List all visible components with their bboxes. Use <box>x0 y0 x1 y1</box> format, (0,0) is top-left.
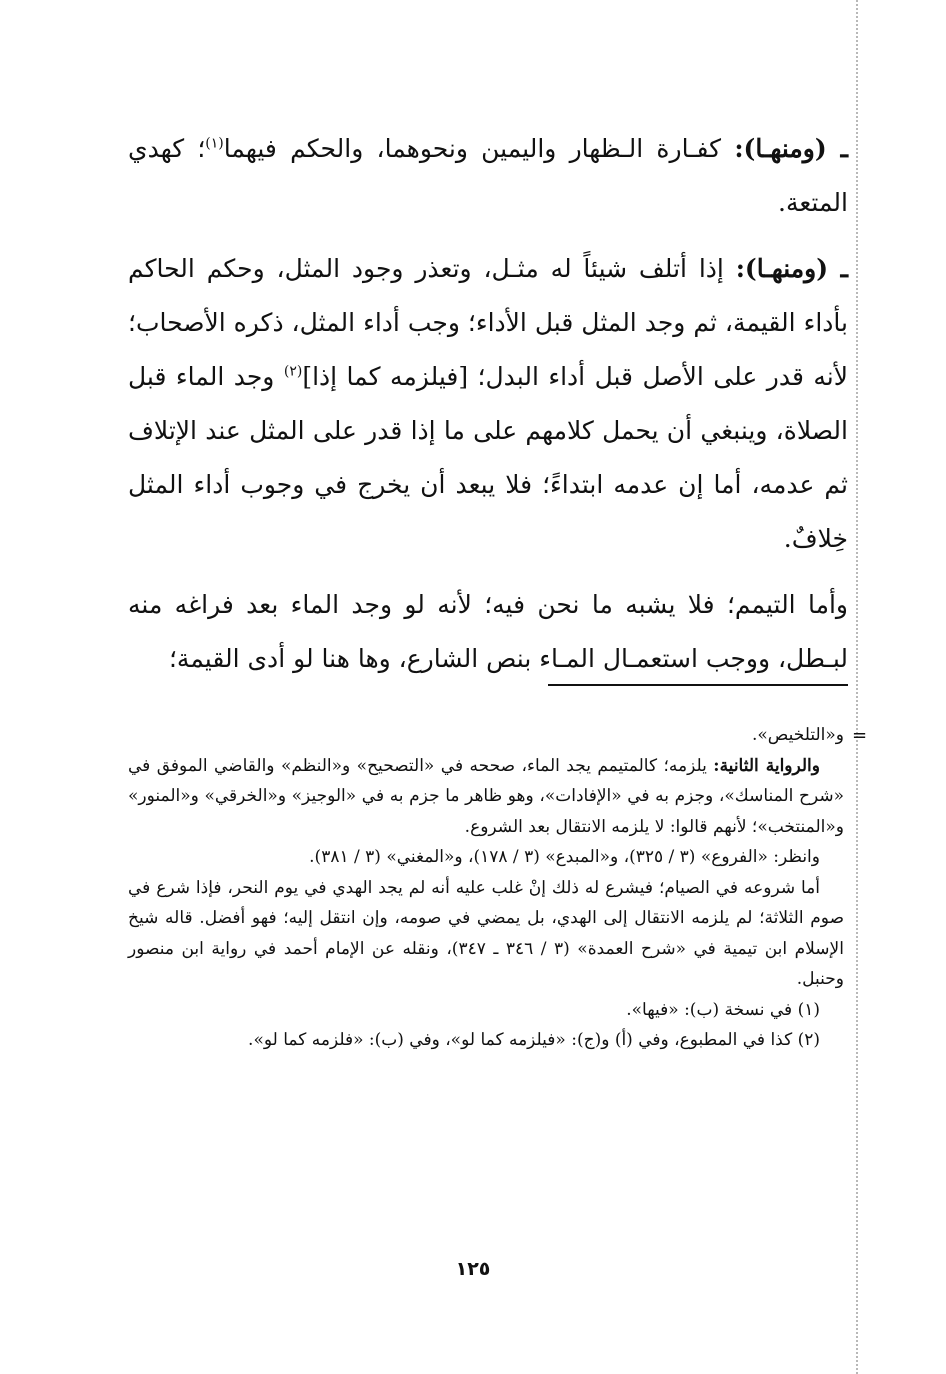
footnote-riwaya <box>128 751 844 843</box>
continuation-mark: = <box>852 725 868 746</box>
footnote-2: (٢) كذا في المطبوع، وفي (أ) و(ج): «فيلزمه كما لو»، وفي (ب): «فلزمه كما لو». <box>248 1030 820 1050</box>
footnote-1: (١) في نسخة (ب): «فيها». <box>626 999 820 1020</box>
main-text-block <box>128 122 848 698</box>
paragraph-1-text: كفـارة الـظهار واليمين ونحوهما، والحكم فيهما <box>223 134 722 163</box>
paragraph-2 <box>128 242 848 566</box>
paragraph-1-tail: ؛ كهدي المتعة. <box>128 134 848 217</box>
page-number: ١٢٥ <box>455 1258 491 1280</box>
paragraph-2-tail: وجد الماء قبل الصلاة، وينبغي أن يحمل كلامهم على ما إذا قدر على المثل عند الإتلاف ثم عدمه، أما إن عدمه ابتداءً؛ فلا يبعد أن يخرج في وجوب أداء المثل خِلافٌ. <box>128 362 848 553</box>
footnote-ref-1[interactable]: (١) <box>205 135 224 152</box>
footnote-riwaya-text: يلزمه؛ كالمتيمم يجد الماء، صححه في «التصحيح» و«النظم» والقاضي الموفق في «شرح المناسك»، وجزم به في «الإفادات»، وهو ظاهر ما جزم به في «الوجيز» و«الخرقي» و«المنور» و«المنتخب»؛ لأنهم قالوا: لا يلزمه الانتقال بعد الشروع. <box>128 755 844 837</box>
footnote-see-also: وانظر: «الفروع» (٣ / ٣٢٥)، و«المبدع» (٣ / ١٧٨)، و«المغني» (٣ / ٣٨١). <box>309 847 820 867</box>
paragraph-1-lead: ـ (ومنهـا): <box>734 134 848 163</box>
footnotes-block <box>128 720 844 1056</box>
paragraph-2-lead: ـ (ومنهـا): <box>735 254 848 283</box>
footnote-continuation: و«التلخيص». <box>751 725 844 745</box>
paragraph-2-text: إذا أتلف شيئاً له مثـل، وتعذر وجود المثل، وحكم الحاكم بأداء القيمة، ثم وجد المثل قبل الأداء؛ وجب أداء المثل، ذكره الأصحاب؛ لأنه قدر على الأصل قبل أداء البدل؛ [فيلزمه كما إذا] <box>128 254 848 391</box>
paragraph-3-text: وأما التيمم؛ فلا يشبه ما نحن فيه؛ لأنه لو وجد الماء بعد فراغه منه لبـطل، ووجب استعمـال المـاء بنص الشارع، وها هنا لو أدى القيمة؛ <box>128 590 848 673</box>
margin-dotted-line <box>856 0 858 1374</box>
paragraph-1 <box>128 122 848 230</box>
footnote-separator <box>548 684 848 686</box>
paragraph-3 <box>128 578 848 686</box>
footnote-siyam: أما شروعه في الصيام؛ فيشرع له ذلك إنْ غلب عليه أنه لم يجد الهدي في يوم النحر، فإذا شرع في صوم الثلاثة؛ لم يلزمه الانتقال إلى الهدي، بل يمضي في صومه، وإن انتقل إليه؛ فهو أفضل. قاله شيخ الإسلام ابن تيمية في «شرح العمدة» (٣ / ٣٤٦ ـ ٣٤٧)، ونقله عن الإمام أحمد في رواية ابن منصور وحنبل. <box>128 877 844 989</box>
footnote-riwaya-lead: والرواية الثانية: <box>713 755 820 776</box>
footnote-ref-2[interactable]: (٢) <box>283 363 303 380</box>
